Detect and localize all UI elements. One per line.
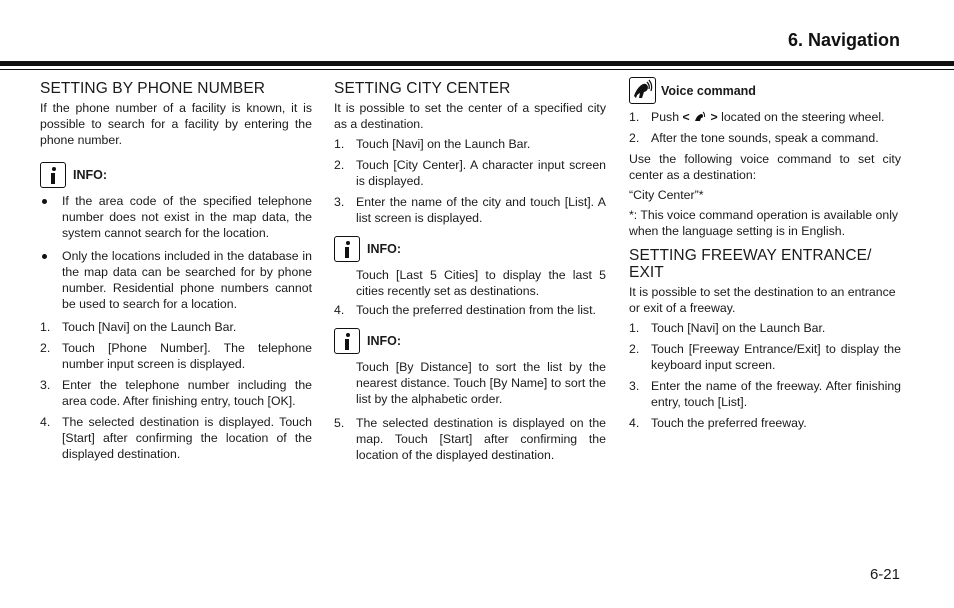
voice-steps-list [629, 109, 901, 146]
section-intro: It is possible to set the center of a specified city as a destination. [334, 101, 606, 131]
steps-list [334, 415, 606, 463]
step-item: 4. Touch the preferred freeway. [629, 416, 807, 430]
step-item: 5. The selected destination is displayed on the map. Touch [Start] after confirming the location of the displayed destination. [334, 416, 606, 462]
info-icon [40, 162, 66, 188]
info-bullet-list [40, 193, 312, 312]
header-rule-thick [0, 61, 954, 66]
step-item: 1. Push < > located on the steering wheel. [629, 110, 885, 124]
voice-command-label: Voice command [661, 83, 756, 98]
step-item: 2. Touch [City Center]. A character input screen is displayed. [334, 158, 606, 188]
step-item: 3. Enter the telephone number including the area code. After finishing entry, touch [OK]. [40, 378, 312, 408]
section-heading-phone-number: SETTING BY PHONE NUMBER [40, 80, 266, 97]
info-text: Touch [Last 5 Cities] to display the last 5 cities recently set as destinations. [356, 268, 606, 298]
step-item: 3. Enter the name of the city and touch [List]. A list screen is displayed. [334, 195, 606, 225]
info-header [334, 328, 606, 354]
section-intro: It is possible to set the destination to an entrance or exit of a freeway. [629, 285, 896, 315]
info-label: INFO: [367, 242, 402, 256]
info-text: Touch [By Distance] to sort the list by the nearest distance. Touch [By Name] to sort the list by the alphabetic order. [356, 360, 606, 406]
steps-list [629, 320, 901, 431]
section-heading-freeway: SETTING FREEWAY ENTRANCE/ EXIT [629, 247, 872, 281]
page-number: 6-21 [869, 566, 900, 583]
info-label: INFO: [367, 334, 402, 348]
step-item: 3. Enter the name of the freeway. After finishing entry, touch [List]. [629, 379, 901, 409]
step-item: 4. The selected destination is displayed. Touch [Start] after confirming the location of the displayed destination. [40, 415, 312, 461]
step-item: 2. Touch [Freeway Entrance/Exit] to display the keyboard input screen. [629, 342, 901, 372]
step-item: 1. Touch [Navi] on the Launch Bar. [334, 137, 531, 151]
voice-command-text: “City Center”* [629, 188, 704, 202]
info-label: INFO: [73, 168, 108, 182]
voice-command-header [629, 77, 901, 104]
steps-list [334, 302, 606, 318]
column-voice-freeway [629, 80, 901, 436]
step-item: 2. After the tone sounds, speak a command. [629, 131, 879, 145]
bullet-item: If the area code of the specified telephone number does not exist in the map data, the system cannot search for the location. [40, 193, 312, 241]
steps-list [334, 136, 606, 226]
step-item: 1. Touch [Navi] on the Launch Bar. [40, 320, 237, 334]
column-phone-number [40, 80, 312, 467]
voice-command-icon [629, 77, 656, 104]
step-item: 2. Touch [Phone Number]. The telephone number input screen is displayed. [40, 341, 312, 371]
voice-intro: Use the following voice command to set city center as a destination: [629, 152, 901, 182]
step-item: 4. Touch the preferred destination from the list. [334, 303, 596, 317]
info-header [40, 162, 312, 188]
column-city-center [334, 80, 606, 468]
talk-switch-icon [693, 110, 707, 122]
info-header [334, 236, 606, 262]
header-rule-thin [0, 69, 954, 70]
steps-list [40, 319, 312, 462]
section-heading-city-center: SETTING CITY CENTER [334, 80, 511, 97]
info-icon [334, 328, 360, 354]
chapter-title: 6. Navigation [787, 30, 900, 50]
step-item: 1. Touch [Navi] on the Launch Bar. [629, 321, 826, 335]
bullet-item: Only the locations included in the database in the map data can be searched for by phone number. Residential phone numbers cannot be used to search for a location. [40, 248, 312, 312]
voice-note: *: This voice command operation is available only when the language setting is in English. [629, 208, 899, 238]
info-icon [334, 236, 360, 262]
section-intro: If the phone number of a facility is known, it is possible to search for a facility by entering the phone number. [40, 101, 312, 147]
